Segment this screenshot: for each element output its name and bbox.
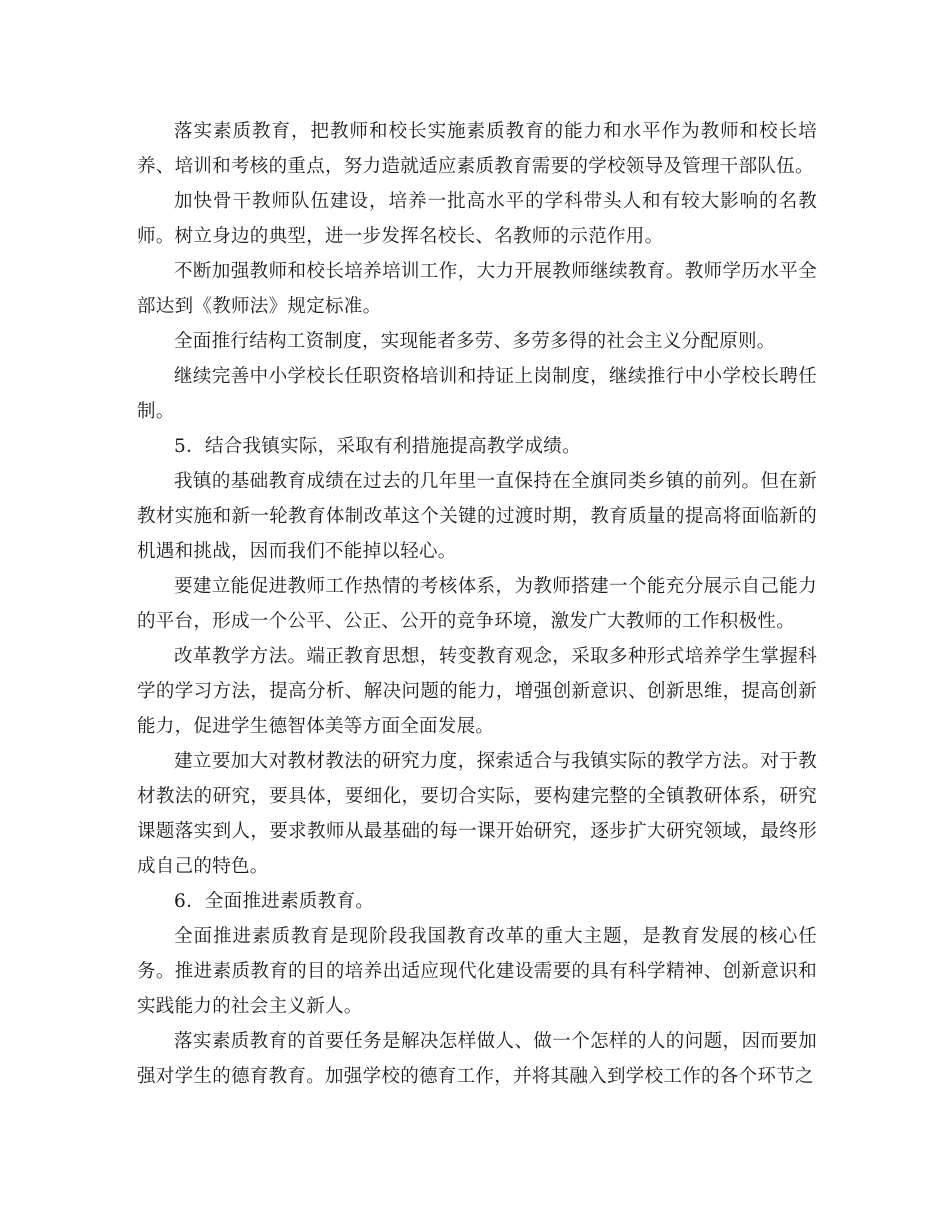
- section-heading: 5．结合我镇实际，采取有利措施提高教学成绩。: [174, 436, 581, 457]
- paragraph: 落实素质教育的首要任务是解决怎样做人、做一个怎样的人的问题，因而要加强对学生的德育教育。加强学校的德育工作，并将其融入到学校工作的各个环节之: [137, 1031, 817, 1087]
- section-heading: 6．全面推进素质教育。: [174, 891, 375, 912]
- document-body: [137, 114, 817, 1094]
- paragraph: 改革教学方法。端正教育思想，转变教育观念，采取多种形式培养学生掌握科学的学习方法，提高分析、解决问题的能力，增强创新意识、创新思维，提高创新能力，促进学生德智体美等方面全面发展。: [137, 646, 817, 737]
- paragraph: 建立要加大对教材教法的研究力度，探索适合与我镇实际的教学方法。对于教材教法的研究，要具体，要细化，要切合实际，要构建完整的全镇教研体系，研究课题落实到人，要求教师从最基础的每一课开始研究，逐步扩大研究领域，最终形成自己的特色。: [137, 751, 817, 877]
- paragraph: 不断加强教师和校长培养培训工作，大力开展教师继续教育。教师学历水平全部达到《教师法》规定标准。: [137, 261, 817, 317]
- paragraph: 继续完善中小学校长任职资格培训和持证上岗制度，继续推行中小学校长聘任制。: [137, 366, 817, 422]
- paragraph: 加快骨干教师队伍建设，培养一批高水平的学科带头人和有较大影响的名教师。树立身边的典型，进一步发挥名校长、名教师的示范作用。: [137, 191, 817, 247]
- paragraph: 要建立能促进教师工作热情的考核体系，为教师搭建一个能充分展示自己能力的平台，形成一个公平、公正、公开的竞争环境，激发广大教师的工作积极性。: [137, 576, 817, 632]
- paragraph: 落实素质教育，把教师和校长实施素质教育的能力和水平作为教师和校长培养、培训和考核的重点，努力造就适应素质教育需要的学校领导及管理干部队伍。: [137, 121, 817, 177]
- paragraph: 我镇的基础教育成绩在过去的几年里一直保持在全旗同类乡镇的前列。但在新教材实施和新一轮教育体制改革这个关键的过渡时期，教育质量的提高将面临新的机遇和挑战，因而我们不能掉以轻心。: [137, 471, 817, 562]
- paragraph: 全面推行结构工资制度，实现能者多劳、多劳多得的社会主义分配原则。: [174, 331, 776, 352]
- paragraph: 全面推进素质教育是现阶段我国教育改革的重大主题，是教育发展的核心任务。推进素质教育的目的培养出适应现代化建设需要的具有科学精神、创新意识和实践能力的社会主义新人。: [137, 926, 817, 1017]
